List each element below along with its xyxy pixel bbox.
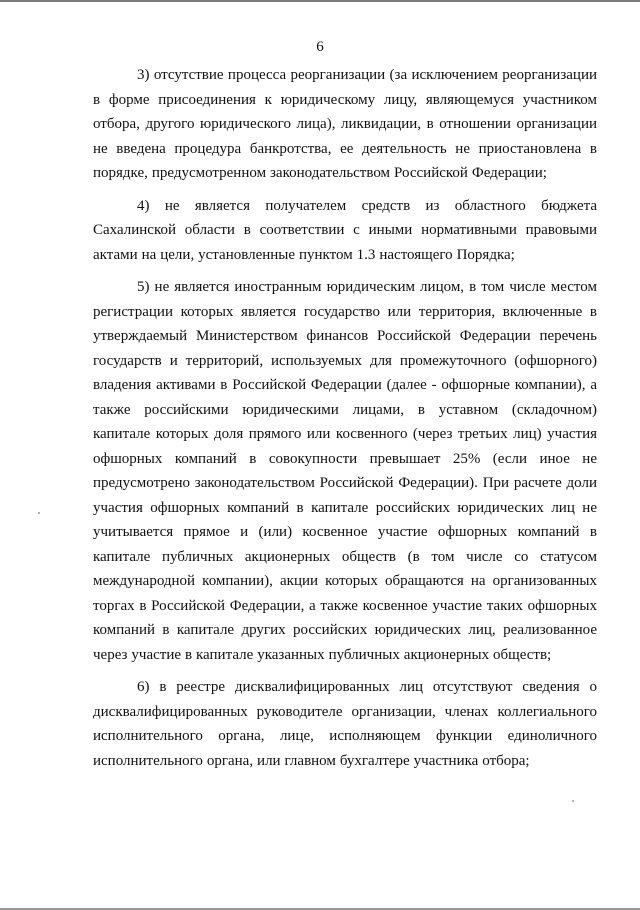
scan-edge-top [0, 0, 640, 2]
scan-speck [38, 512, 40, 514]
paragraph-item-5: 5) не является иностранным юридическим лицом, в том числе местом регистрации которых является государство или территория, включенные в утверждаемый Министерством финансов Российской Федерации перечень государств и территорий, используемых для промежуточного (офшорного) владения активами в Российской Федерации (далее - офшорные компании), а также российскими юридическими лицами, в уставном (складочном) капитале которых доля прямого или косвенного (через третьих лиц) участия офшорных компаний в совокупности превышает 25% (если иное не предусмотрено законодательством Российской Федерации). При расчете доли участия офшорных компаний в капитале российских юридических лиц не учитывается прямое и (или) косвенное участие офшорных компаний в капитале публичных акционерных обществ (в том числе со статусом международной компании), акции которых обращаются на организованных торгах в Российской Федерации, а также косвенное участие таких офшорных компаний в капитале других российских юридических лиц, реализованное через участие в капитале указанных публичных акционерных обществ; [93, 279, 597, 663]
paragraph-item-6: 6) в реестре дисквалифицированных лиц отсутствуют сведения о дисквалифицированных руководителе организации, членах коллегиального исполнительного органа, лице, исполняющем функции единоличного исполнительного органа, или главном бухгалтере участника отбора; [93, 679, 597, 769]
paragraph-item-3: 3) отсутствие процесса реорганизации (за исключением реорганизации в форме присоединения к юридическому лицу, являющемуся участником отбора, другого юридического лица), ликвидации, в отношении организации не введена процедура банкротства, ее деятельность не приостановлена в порядке, предусмотренном законодательством Российской Федерации; [93, 67, 597, 181]
document-body [93, 63, 597, 781]
paragraph-item-4: 4) не является получателем средств из областного бюджета Сахалинской области в соответствии с иными нормативными правовыми актами на цели, установленные пунктом 1.3 настоящего Порядка; [93, 197, 597, 263]
scan-speck [572, 800, 574, 802]
page-number: 6 [316, 39, 324, 55]
